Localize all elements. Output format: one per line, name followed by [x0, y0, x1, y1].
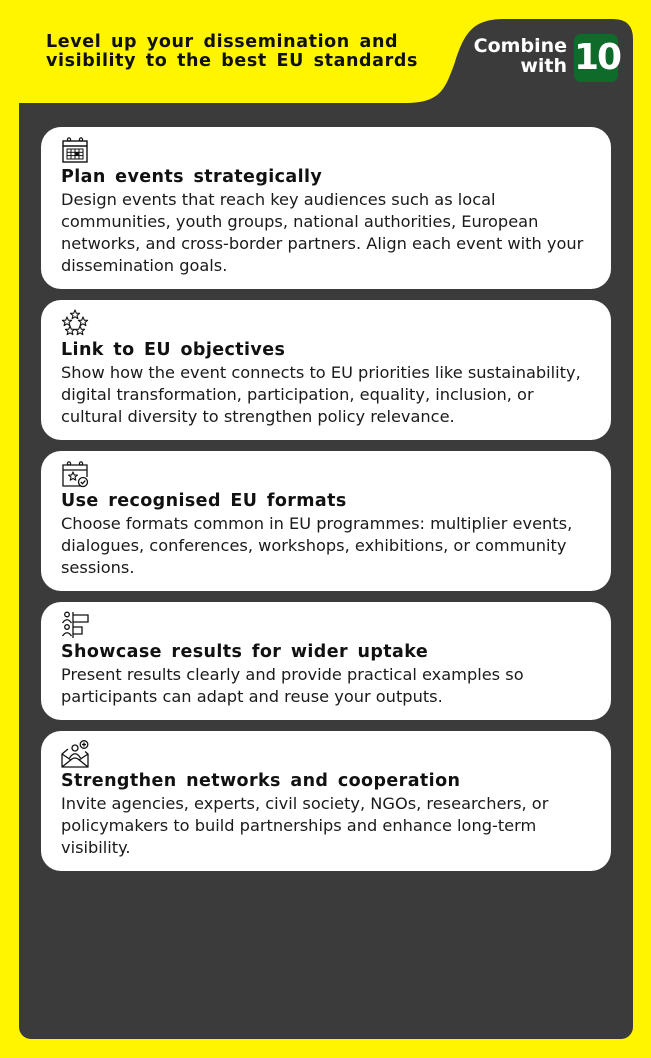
tip-card-showcase-results [41, 602, 611, 720]
tip-body: Invite agencies, experts, civil society, NGOs, researchers, or policymakers to build partnerships and enhance long-term visibility. [61, 794, 549, 857]
people-results-icon [61, 611, 89, 639]
page-title: Level up your dissemination and visibility to the best EU standards [46, 32, 418, 71]
calendar-star-check-icon [61, 460, 89, 488]
combine-with-label: Combine with [473, 35, 567, 77]
tip-title: Link to EU objectives [61, 340, 286, 360]
tip-title: Plan events strategically [61, 167, 323, 187]
tip-card-strengthen-networks [41, 731, 611, 871]
tip-body: Design events that reach key audiences such as local communities, youth groups, national authorities, European networks, and cross-border partners. Align each event with your dissemination goals. [61, 190, 584, 275]
tip-body: Choose formats common in EU programmes: multiplier events, dialogues, conferences, workshops, exhibitions, or community sessions. [61, 514, 573, 577]
tip-title: Strengthen networks and cooperation [61, 771, 461, 791]
calendar-icon [61, 136, 89, 164]
tip-card-eu-formats [41, 451, 611, 591]
tip-body: Show how the event connects to EU priorities like sustainability, digital transformation, participation, equality, inclusion, or cultural diversity to strengthen policy relevance. [61, 363, 581, 426]
envelope-user-add-icon [61, 740, 89, 768]
tip-title: Showcase results for wider uptake [61, 642, 429, 662]
tips-list [41, 127, 611, 882]
tip-title: Use recognised EU formats [61, 491, 347, 511]
combine-number-badge: 10 [574, 34, 618, 82]
eu-stars-icon [61, 309, 89, 337]
tip-card-plan-events [41, 127, 611, 289]
tip-card-eu-objectives [41, 300, 611, 440]
tip-body: Present results clearly and provide practical examples so participants can adapt and reuse your outputs. [61, 665, 524, 706]
